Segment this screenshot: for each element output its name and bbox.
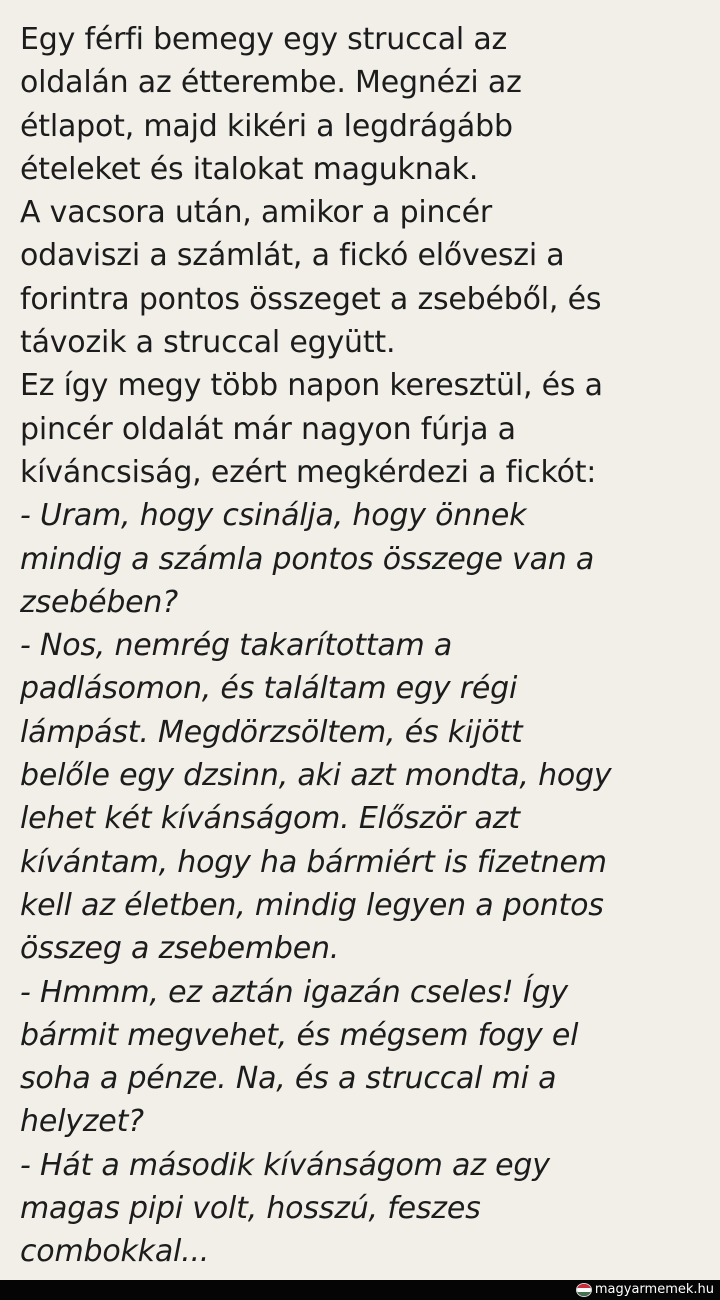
dialogue-line: lámpást. Megdörzsöltem, és kijött xyxy=(20,714,523,750)
dialogue-line: lehet két kívánságom. Először azt xyxy=(20,801,520,837)
joke-line: ételeket és italokat maguknak. xyxy=(20,151,479,187)
dialogue-line: padlásomon, és találtam egy régi xyxy=(20,671,518,707)
dialogue-line: - Nos, nemrég takarítottam a xyxy=(20,628,453,664)
dialogue-line: bármit megvehet, és mégsem fogy el xyxy=(20,1017,579,1053)
joke-line: forintra pontos összeget a zsebéből, és xyxy=(20,281,602,317)
hungarian-flag-icon xyxy=(576,1283,592,1297)
joke-line: Egy férfi bemegy egy struccal az xyxy=(20,22,508,57)
dialogue-line: - Uram, hogy csinálja, hogy önnek xyxy=(20,498,527,534)
joke-line: kíváncsiság, ezért megkérdezi a fickót: xyxy=(20,454,597,490)
watermark-text: magyarmemek.hu xyxy=(594,1282,714,1297)
joke-line: odaviszi a számlát, a fickó előveszi a xyxy=(20,238,565,274)
dialogue-line: belőle egy dzsinn, aki azt mondta, hogy xyxy=(20,758,612,794)
watermark xyxy=(576,1282,714,1298)
dialogue-line: soha a pénze. Na, és a struccal mi a xyxy=(20,1061,557,1097)
joke-line: pincér oldalát már nagyon fúrja a xyxy=(20,411,516,447)
flag-stripe-green xyxy=(577,1292,591,1296)
dialogue-line: combokkal... xyxy=(20,1234,210,1270)
joke-line: távozik a struccal együtt. xyxy=(20,325,396,361)
joke-text xyxy=(20,18,710,1274)
joke-line: A vacsora után, amikor a pincér xyxy=(20,195,493,231)
dialogue-line: összeg a zsebemben. xyxy=(20,931,340,967)
dialogue-line: magas pipi volt, hosszú, feszes xyxy=(20,1191,481,1227)
joke-line: oldalán az étterembe. Megnézi az xyxy=(20,65,522,101)
dialogue-line: - Hát a második kívánságom az egy xyxy=(20,1147,550,1183)
joke-line: étlapot, majd kikéri a legdrágább xyxy=(20,108,513,144)
dialogue-line: zsebében? xyxy=(20,584,178,620)
dialogue-line: kell az életben, mindig legyen a pontos xyxy=(20,887,604,923)
dialogue-line: mindig a számla pontos összege van a xyxy=(20,541,595,577)
dialogue-line: kívántam, hogy ha bármiért is fizetnem xyxy=(20,844,607,880)
dialogue-line: helyzet? xyxy=(20,1104,144,1140)
dialogue-line: - Hmmm, ez aztán igazán cseles! Így xyxy=(20,974,568,1010)
joke-line: Ez így megy több napon keresztül, és a xyxy=(20,368,603,404)
